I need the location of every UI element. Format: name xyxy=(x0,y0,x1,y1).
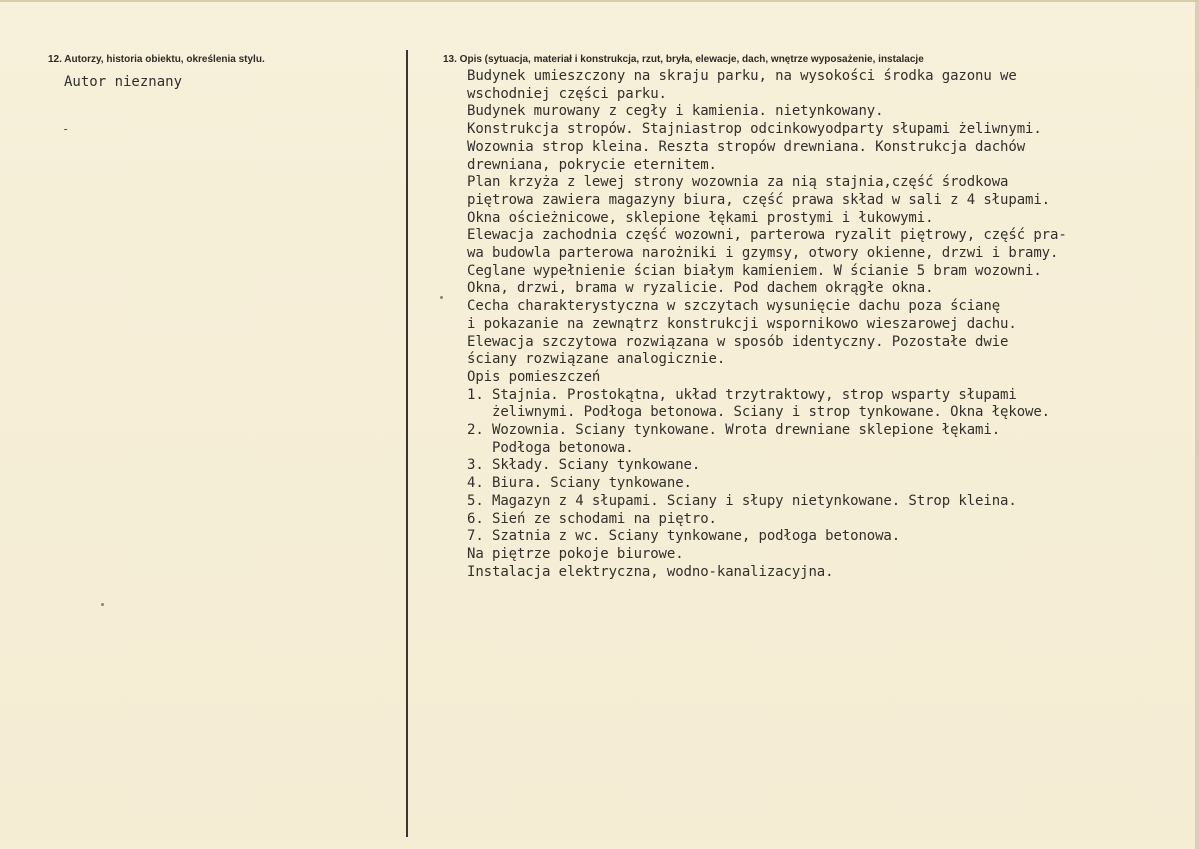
description-line: Budynek umieszczony na skraju parku, na wysokości środka gazonu we xyxy=(467,68,1017,84)
description-line: Instalacja elektryczna, wodno-kanalizacyjna. xyxy=(467,563,834,580)
column-divider xyxy=(406,50,408,837)
description-line: Wozownia strop kleina. Reszta stropów drewniana. Konstrukcja dachów xyxy=(467,138,1026,155)
dash-mark: - xyxy=(62,122,70,136)
description-line: Ceglane wypełnienie ścian białym kamieniem. W ścianie 5 bram wozowni. xyxy=(467,262,1042,279)
description-line: Okna, drzwi, brama w ryzalicie. Pod dachem okrągłe okna. xyxy=(467,280,934,297)
description-line: Konstrukcja stropów. Stajniastrop odcinkowyodparty słupami żeliwnymi. xyxy=(467,121,1042,138)
description-line: 6. Sień ze schodami na piętro. xyxy=(467,510,717,527)
description-line: Elewacja szczytowa rozwiązana w sposób identyczny. Pozostałe dwie xyxy=(467,333,1009,350)
description-line: Opis pomieszczeń xyxy=(467,368,601,385)
page-edge xyxy=(1195,2,1199,849)
description-line: 1. Stajnia. Prostokątna, układ trzytraktowy, strop wsparty słupami xyxy=(467,386,1017,403)
description-line: wschodniej części parku. xyxy=(467,85,667,102)
section-13-heading: 13. Opis (sytuacja, materiał i konstrukcja, rzut, bryła, elewacje, dach, wnętrze wyposażenie, instalacje xyxy=(443,54,924,65)
description-line: i pokazanie na zewnątrz konstrukcji wspornikowo wieszarowej dachu. xyxy=(467,315,1017,332)
description-line: wa budowla parterowa narożniki i gzymsy, otwory okienne, drzwi i bramy. xyxy=(467,245,1059,262)
description-line: 3. Składy. Sciany tynkowane. xyxy=(467,457,701,474)
section-12-heading: 12. Autorzy, historia obiektu, określenia stylu. xyxy=(48,54,265,65)
description-line: Na piętrze pokoje biurowe. xyxy=(467,545,684,562)
description-line: Cecha charakterystyczna w szczytach wysunięcie dachu poza ścianę xyxy=(467,298,1001,315)
description-line: 4. Biura. Sciany tynkowane. xyxy=(467,475,692,492)
paper-speck xyxy=(101,603,104,606)
description-line: Plan krzyża z lewej strony wozownia za nią stajnia,część środkowa xyxy=(467,174,1009,191)
description-text xyxy=(467,68,1067,581)
description-line: Budynek murowany z cegły i kamienia. nietynkowany. xyxy=(467,103,884,120)
description-line: Elewacja zachodnia część wozowni, parterowa ryzalit piętrowy, część pra- xyxy=(467,227,1067,244)
description-line: drewniana, pokrycie eternitem. xyxy=(467,156,717,173)
description-line: piętrowa zawiera magazyny biura, część prawa skład w sali z 4 słupami. xyxy=(467,191,1051,208)
paper-speck xyxy=(440,296,443,299)
description-line: 2. Wozownia. Sciany tynkowane. Wrota drewniane sklepione łękami. xyxy=(467,422,1001,439)
description-line: Okna ościeżnicowe, sklepione łękami prostymi i łukowymi. xyxy=(467,209,934,226)
author-text: Autor nieznany xyxy=(64,74,183,90)
description-line: 5. Magazyn z 4 słupami. Sciany i słupy nietynkowane. Strop kleina. xyxy=(467,492,1017,509)
description-line: 7. Szatnia z wc. Sciany tynkowane, podłoga betonowa. xyxy=(467,528,901,545)
description-line: ściany rozwiązane analogicznie. xyxy=(467,351,726,368)
description-line: żeliwnymi. Podłoga betonowa. Sciany i strop tynkowane. Okna łękowe. xyxy=(467,404,1051,421)
description-line: Podłoga betonowa. xyxy=(467,439,634,456)
